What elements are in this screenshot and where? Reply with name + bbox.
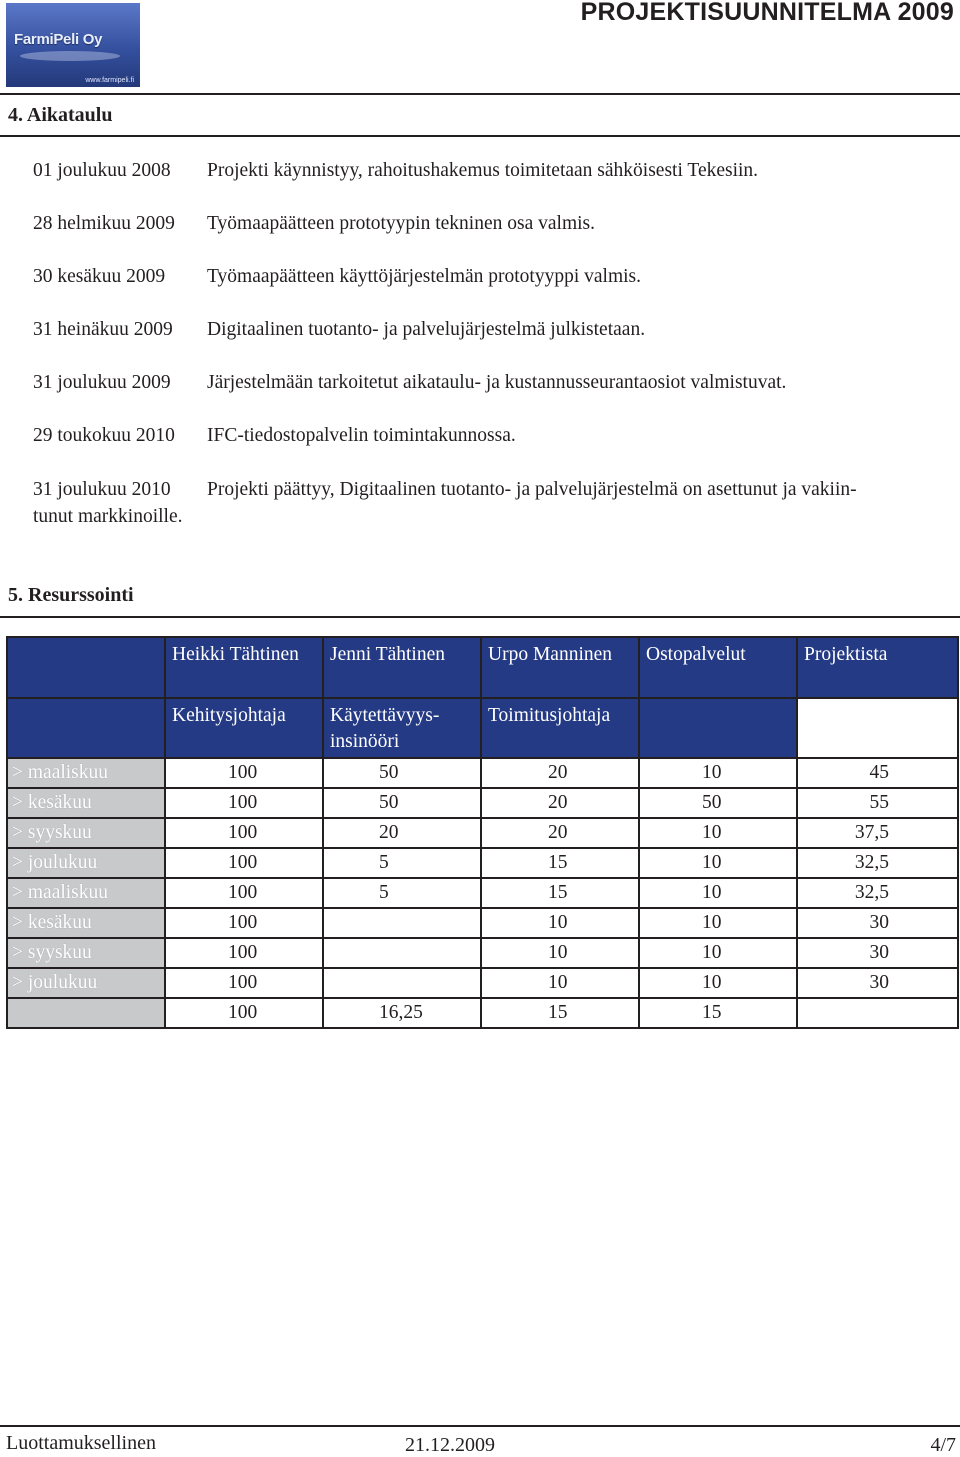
table-cell: 20 (481, 758, 639, 788)
schedule-item-continuation (33, 503, 953, 530)
schedule-text: Järjestelmään tarkoitetut aikataulu- ja kustannusseurantaosiot valmistuvat. (207, 372, 787, 393)
column-role (797, 698, 958, 758)
schedule-date: 31 heinäkuu 2009 (33, 319, 173, 340)
table-cell: 15 (481, 878, 639, 908)
table-row (7, 848, 958, 878)
footer-date: 21.12.2009 (405, 1434, 495, 1456)
table-cell: 15 (481, 848, 639, 878)
table-row (7, 788, 958, 818)
schedule-date: 28 helmikuu 2009 (33, 213, 175, 234)
table-row (7, 908, 958, 938)
table-cell: 100 (165, 908, 323, 938)
column-role (639, 698, 797, 758)
column-header-name: Urpo Manninen (481, 637, 639, 698)
table-cell: 15 (481, 998, 639, 1028)
footer-divider (0, 1425, 960, 1427)
table-cell: 10 (639, 968, 797, 998)
table-cell: 10 (639, 818, 797, 848)
table-cell: 10 (639, 938, 797, 968)
schedule-item (33, 263, 953, 290)
table-role-row (7, 698, 958, 758)
table-cell: 10 (481, 908, 639, 938)
section-5-heading: 5. Resurssointi (8, 584, 134, 606)
schedule-text: Digitaalinen tuotanto- ja palvelujärjestelmä julkistetaan. (207, 319, 646, 340)
schedule-text: Työmaapäätteen prototyypin tekninen osa valmis. (207, 213, 595, 234)
table-cell: 45 (797, 758, 958, 788)
schedule-date: 01 joulukuu 2008 (33, 160, 171, 181)
table-cell: 100 (165, 968, 323, 998)
table-header-row (7, 637, 958, 698)
column-header-name: Ostopalvelut (639, 637, 797, 698)
header-corner-cell (7, 637, 165, 698)
schedule-text: Projekti käynnistyy, rahoitushakemus toimitetaan sähköisesti Tekesiin. (207, 160, 759, 181)
table-cell: 20 (323, 818, 481, 848)
table-cell: 55 (797, 788, 958, 818)
table-cell: 100 (165, 788, 323, 818)
table-cell: 50 (323, 758, 481, 788)
schedule-date: 30 kesäkuu 2009 (33, 266, 166, 287)
row-label: > kesäkuu (7, 788, 165, 818)
table-cell: 10 (639, 878, 797, 908)
table-cell: 100 (165, 848, 323, 878)
table-cell: 32,5 (797, 848, 958, 878)
table-cell: 50 (323, 788, 481, 818)
table-cell: 20 (481, 818, 639, 848)
table-cell: 100 (165, 938, 323, 968)
role-corner-cell (7, 698, 165, 758)
section-4-divider (0, 135, 960, 137)
table-cell: 10 (639, 848, 797, 878)
table-total-row (7, 998, 958, 1028)
schedule-item (33, 210, 953, 237)
schedule-text: Projekti päättyy, Digitaalinen tuotanto- ja palvelujärjestelmä on asettunut ja vakiin- (207, 479, 857, 500)
table-row (7, 938, 958, 968)
schedule-text: IFC-tiedostopalvelin toimintakunnossa. (207, 425, 516, 446)
company-logo (6, 3, 140, 87)
column-header-name: Projektista (797, 637, 958, 698)
table-row (7, 818, 958, 848)
table-cell: 10 (481, 938, 639, 968)
schedule-item (33, 369, 953, 396)
schedule-item (33, 476, 953, 503)
table-cell (797, 998, 958, 1028)
schedule-date: 31 joulukuu 2009 (33, 372, 171, 393)
column-header-name: Heikki Tähtinen (165, 637, 323, 698)
table-cell (323, 968, 481, 998)
column-header-name: Jenni Tähtinen (323, 637, 481, 698)
schedule-text-continuation: tunut markkinoille. (33, 506, 183, 527)
schedule-text: Työmaapäätteen käyttöjärjestelmän prototyyppi valmis. (207, 266, 642, 287)
logo-text: FarmiPeli Oy (14, 31, 103, 48)
table-cell: 20 (481, 788, 639, 818)
table-cell: 5 (323, 878, 481, 908)
table-cell: 100 (165, 818, 323, 848)
column-role: Toimitusjohtaja (481, 698, 639, 758)
row-label: > maaliskuu (7, 758, 165, 788)
row-label: > syyskuu (7, 938, 165, 968)
table-cell: 10 (481, 968, 639, 998)
schedule-item (33, 316, 953, 343)
footer-confidential: Luottamuksellinen (6, 1432, 156, 1454)
logo-url: www.farmipeli.fi (85, 77, 134, 84)
table-cell: 30 (797, 908, 958, 938)
section-5-divider (0, 616, 960, 618)
section-4-heading: 4. Aikataulu (8, 104, 113, 126)
resource-table (6, 636, 959, 1029)
table-row (7, 758, 958, 788)
table-cell: 30 (797, 938, 958, 968)
logo-swoosh (20, 51, 120, 61)
table-cell: 32,5 (797, 878, 958, 908)
table-cell: 16,25 (323, 998, 481, 1028)
document-title: PROJEKTISUUNNITELMA 2009 (580, 0, 954, 26)
table-cell: 15 (639, 998, 797, 1028)
row-label: > joulukuu (7, 968, 165, 998)
table-row (7, 968, 958, 998)
column-role: Käytettävyys-insinööri (323, 698, 481, 758)
column-role: Kehitysjohtaja (165, 698, 323, 758)
schedule-item (33, 422, 953, 449)
row-label: > kesäkuu (7, 908, 165, 938)
table-cell: 50 (639, 788, 797, 818)
schedule-date: 31 joulukuu 2010 (33, 479, 171, 500)
table-cell: 5 (323, 848, 481, 878)
table-cell: 37,5 (797, 818, 958, 848)
schedule-date: 29 toukokuu 2010 (33, 425, 175, 446)
table-cell: 10 (639, 758, 797, 788)
table-cell: 100 (165, 758, 323, 788)
table-cell (323, 908, 481, 938)
table-cell: 100 (165, 878, 323, 908)
footer-page-number: 4/7 (930, 1434, 956, 1456)
table-cell: 30 (797, 968, 958, 998)
table-row (7, 878, 958, 908)
schedule-item (33, 157, 953, 184)
table-cell (323, 938, 481, 968)
row-label: > joulukuu (7, 848, 165, 878)
header-divider (0, 93, 960, 95)
row-label: > syyskuu (7, 818, 165, 848)
row-label: > maaliskuu (7, 878, 165, 908)
table-cell: 10 (639, 908, 797, 938)
table-cell: 100 (165, 998, 323, 1028)
row-label (7, 998, 165, 1028)
